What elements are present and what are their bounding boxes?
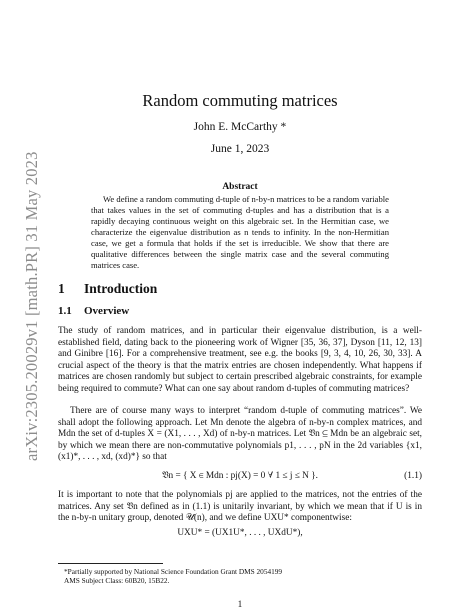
footnote-rule xyxy=(58,563,163,564)
equation-1-1-number: (1.1) xyxy=(404,471,422,481)
paragraph-1-text: The study of random matrices, and in particular their eigenvalue distribution, is a well-established field, dating back to the pioneering work of Wigner [35, 36, 37], Dyson [11, 12, 13] and Ginibre [16]. For a comprehensive treatment, see e.g. the books [9, 3, 4, 10, 26, 30, 33]. A crucial aspect of the theory is that the matrix entries are chosen independently. What happens if matrices are chosen randomly but subject to certain prescribed algebraic constraints, for example being required to commute? What can one say about random d-tuples of commuting matrices? xyxy=(58,326,422,394)
abstract-body xyxy=(91,194,389,271)
body-paragraph-2 xyxy=(58,406,422,464)
equation-2-content: UXU* = (UX1U*, . . . , UXdU*), xyxy=(177,528,303,538)
paragraph-2-text: There are of course many ways to interpret “random d-tuple of commuting matrices”. We shall adopt the following approach. Let Mn denote the algebra of n-by-n complex matrices, and Mdn the set of d-tuples X = (X1, . . . , Xd) of n-by-n matrices. Let 𝔙n ⊆ Mdn be an algebraic set, by which we mean there are non-commutative polynomials p1, . . . , pN in the 2d variables {x1, (x1)*, . . . , xd, (xd)*} so that xyxy=(58,406,422,462)
subsection-heading xyxy=(58,305,129,317)
equation-1-1-content: 𝔙n = { X ∈ Mdn : pj(X) = 0 ∀ 1 ≤ j ≤ N }. xyxy=(162,471,318,481)
section-heading xyxy=(58,281,157,297)
paper-page xyxy=(58,0,422,613)
abstract-heading: Abstract xyxy=(222,182,258,192)
footnote-funding: *Partially supported by National Science Foundation Grant DMS 2054199 xyxy=(64,567,283,576)
abstract-text: We define a random commuting d-tuple of n-by-n matrices to be a random variable that takes values in the set of commuting d-tuples and has a distribution that is a rapidly decaying continuous weight on this algebraic set. In the Hermitian case, we characterize the eigenvalue distribution as n tends to infinity. In the non-Hermitian case, we get a formula that holds if the set is irreducible. We show that there are qualitative differences between the single matrix case and the several commuting matrices case. xyxy=(91,194,389,270)
footnote-subject-class: AMS Subject Class: 60B20, 15B22. xyxy=(64,576,170,585)
section-number: 1 xyxy=(58,281,65,296)
section-title: Introduction xyxy=(84,281,158,296)
page-number: 1 xyxy=(237,600,243,610)
body-paragraph-3 xyxy=(58,490,422,525)
subsection-number: 1.1 xyxy=(58,305,72,317)
equation-2 xyxy=(58,527,422,539)
subsection-title: Overview xyxy=(84,305,130,317)
paper-date: June 1, 2023 xyxy=(210,143,270,155)
equation-1-1 xyxy=(58,470,422,482)
body-paragraph-1 xyxy=(58,326,422,395)
author-line: John E. McCarthy * xyxy=(193,121,287,133)
arxiv-identifier-stamp: arXiv:2305.20029v1 [math.PR] 31 May 2023 xyxy=(22,151,41,462)
paragraph-3-text: It is important to note that the polynomials pj are applied to the matrices, not the entries of the matrices. Any set 𝔙n defined as in (1.1) is unitarily invariant, by which we mean that if U is in the n-by-n unitary group, denoted 𝒰(n), and we define UXU* componentwise: xyxy=(58,490,422,523)
paper-title: Random commuting matrices xyxy=(142,91,338,110)
